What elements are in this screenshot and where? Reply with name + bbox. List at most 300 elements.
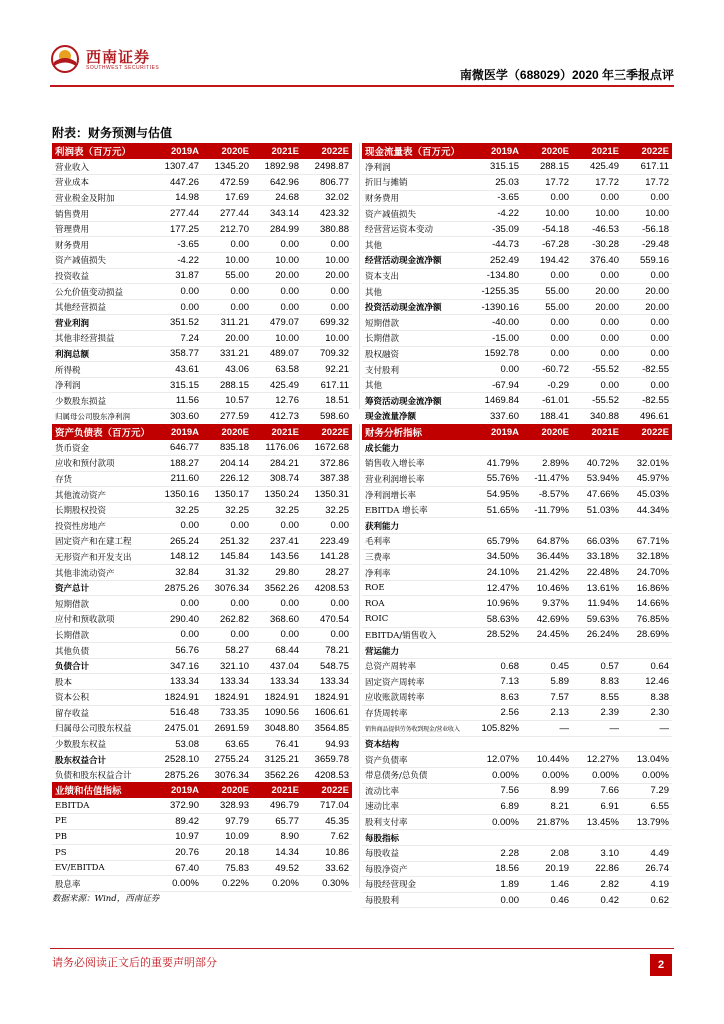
cell-value: 2875.26 xyxy=(152,580,202,596)
table-row xyxy=(52,845,352,861)
cell-value: -30.28 xyxy=(572,237,622,253)
row-label: 股本 xyxy=(52,674,152,690)
row-label: 归属母公司股东权益 xyxy=(52,721,152,737)
table-header-row xyxy=(52,143,352,159)
table-row xyxy=(362,518,672,534)
row-label: 流动比率 xyxy=(362,783,472,799)
row-label: 营业收入 xyxy=(52,159,152,175)
year-header: 2021E xyxy=(572,143,622,159)
cell-value: 277.44 xyxy=(152,206,202,222)
cell-value: 0.00 xyxy=(152,627,202,643)
table-row xyxy=(52,456,352,472)
row-label: PE xyxy=(52,814,152,830)
row-label: 投资收益 xyxy=(52,268,152,284)
cell-value: 642.96 xyxy=(252,175,302,191)
cell-value: -1255.35 xyxy=(472,284,522,300)
table-row xyxy=(52,377,352,393)
cell-value: 92.21 xyxy=(302,362,352,378)
cell-value: 252.49 xyxy=(472,253,522,269)
cell-value: 177.25 xyxy=(152,221,202,237)
cell-value: 20.76 xyxy=(152,845,202,861)
row-label: 股东权益合计 xyxy=(52,752,152,768)
table-row xyxy=(52,518,352,534)
row-label: PB xyxy=(52,829,152,845)
year-header: 2021E xyxy=(572,424,622,440)
table-row xyxy=(52,752,352,768)
row-label: 每股净资产 xyxy=(362,861,472,877)
cell-value: 55.00 xyxy=(522,284,572,300)
table-row xyxy=(362,487,672,503)
row-label: EBITDA 增长率 xyxy=(362,502,472,518)
cell-value: 7.29 xyxy=(622,783,672,799)
cell-value: -4.22 xyxy=(152,253,202,269)
cell-value: 290.40 xyxy=(152,612,202,628)
row-label: 其他 xyxy=(362,377,472,393)
cell-value: 0.00 xyxy=(252,284,302,300)
row-label: 投资活动现金流净额 xyxy=(362,299,472,315)
cell-value: 59.63% xyxy=(572,612,622,628)
cell-value xyxy=(522,736,572,752)
cell-value: 55.00 xyxy=(522,299,572,315)
table-row xyxy=(362,596,672,612)
cell-value: 4.19 xyxy=(622,877,672,893)
cell-value: 0.00 xyxy=(252,299,302,315)
year-header: 2021E xyxy=(252,143,302,159)
cell-value: 598.60 xyxy=(302,409,352,425)
cell-value: 806.77 xyxy=(302,175,352,191)
table-row xyxy=(362,767,672,783)
cell-value: 17.72 xyxy=(522,175,572,191)
cell-value: 0.00 xyxy=(152,518,202,534)
table-row xyxy=(362,565,672,581)
cell-value: 2.08 xyxy=(522,845,572,861)
cell-value: 308.74 xyxy=(252,471,302,487)
cell-value: -44.73 xyxy=(472,237,522,253)
cell-value: 212.70 xyxy=(202,221,252,237)
cell-value: 28.52% xyxy=(472,627,522,643)
row-label: 负债和股东权益合计 xyxy=(52,767,152,783)
cell-value: 32.01% xyxy=(622,456,672,472)
table-row xyxy=(52,315,352,331)
cell-value: 0.00 xyxy=(202,299,252,315)
cell-value: 10.46% xyxy=(522,580,572,596)
cell-value: -1390.16 xyxy=(472,299,522,315)
row-label: 少数股东损益 xyxy=(52,393,152,409)
cell-value: -3.65 xyxy=(152,237,202,253)
cell-value: 12.27% xyxy=(572,752,622,768)
cell-value: 3125.21 xyxy=(252,752,302,768)
table-row xyxy=(52,658,352,674)
cell-value: 315.15 xyxy=(152,377,202,393)
cell-value: 26.74 xyxy=(622,861,672,877)
table-row xyxy=(52,549,352,565)
balance-sheet-table xyxy=(52,424,352,784)
column-divider xyxy=(359,424,360,888)
table-row xyxy=(52,876,352,892)
financial-ratios-table xyxy=(362,424,672,908)
table-row xyxy=(52,643,352,659)
cell-value: 204.14 xyxy=(202,456,252,472)
year-header: 2021E xyxy=(252,424,302,440)
cell-value: 54.95% xyxy=(472,487,522,503)
cell-value: 2.28 xyxy=(472,845,522,861)
cell-value: 489.07 xyxy=(252,346,302,362)
cell-value xyxy=(472,518,522,534)
cell-value: 328.93 xyxy=(202,798,252,814)
cell-value: 133.34 xyxy=(252,674,302,690)
page-number: 2 xyxy=(650,954,672,976)
cell-value: 1469.84 xyxy=(472,393,522,409)
table-row xyxy=(362,580,672,596)
cell-value: 0.57 xyxy=(572,658,622,674)
cell-value: -54.18 xyxy=(522,221,572,237)
cell-value: 2691.59 xyxy=(202,721,252,737)
cell-value: 0.45 xyxy=(522,658,572,674)
cell-value: 29.80 xyxy=(252,565,302,581)
table-row xyxy=(52,362,352,378)
cell-value: 315.15 xyxy=(472,159,522,175)
cell-value: 53.08 xyxy=(152,736,202,752)
row-label: 存货周转率 xyxy=(362,705,472,721)
cell-value: 4208.53 xyxy=(302,767,352,783)
cell-value: 16.86% xyxy=(622,580,672,596)
cell-value: 0.30% xyxy=(302,876,352,892)
cell-value: 10.00 xyxy=(622,206,672,222)
cell-value: 0.64 xyxy=(622,658,672,674)
cell-value: 32.84 xyxy=(152,565,202,581)
cell-value: 94.93 xyxy=(302,736,352,752)
table-row xyxy=(362,393,672,409)
row-label: 营业税金及附加 xyxy=(52,190,152,206)
cell-value: 0.00 xyxy=(302,518,352,534)
cell-value: 0.00 xyxy=(202,596,252,612)
cell-value: 24.68 xyxy=(252,190,302,206)
table-row xyxy=(362,362,672,378)
cell-value: 18.51 xyxy=(302,393,352,409)
cell-value: -8.57% xyxy=(522,487,572,503)
row-label: 净利率 xyxy=(362,565,472,581)
table-row xyxy=(52,175,352,191)
table-row xyxy=(52,674,352,690)
cell-value: 32.25 xyxy=(152,502,202,518)
table-row xyxy=(362,799,672,815)
cell-value: -46.53 xyxy=(572,221,622,237)
cell-value: 40.72% xyxy=(572,456,622,472)
table-row xyxy=(52,253,352,269)
cell-value: 0.00 xyxy=(252,518,302,534)
year-header: 2020E xyxy=(202,782,252,798)
cell-value: 0.00 xyxy=(522,346,572,362)
table-row xyxy=(52,721,352,737)
company-logo xyxy=(50,44,190,76)
header-divider xyxy=(50,85,674,87)
row-label: 净利润 xyxy=(362,159,472,175)
logo-chinese-name: 西南证券 xyxy=(86,48,151,66)
cell-value: 41.79% xyxy=(472,456,522,472)
row-label: 销售商品提供劳务收到现金/营业收入 xyxy=(362,721,472,737)
cell-value: 0.20% xyxy=(252,876,302,892)
cell-value: 45.35 xyxy=(302,814,352,830)
year-header: 2020E xyxy=(522,424,572,440)
cell-value: 0.00 xyxy=(302,284,352,300)
cell-value xyxy=(472,736,522,752)
row-label: 公允价值变动损益 xyxy=(52,284,152,300)
cell-value xyxy=(572,736,622,752)
row-label: ROE xyxy=(362,580,472,596)
cell-value: 65.79% xyxy=(472,534,522,550)
table-row xyxy=(362,175,672,191)
cell-value: -55.52 xyxy=(572,393,622,409)
cell-value: 0.00 xyxy=(152,299,202,315)
cell-value: 24.45% xyxy=(522,627,572,643)
cell-value: 0.00 xyxy=(572,315,622,331)
cell-value: 32.25 xyxy=(302,502,352,518)
row-label: EV/EBITDA xyxy=(52,860,152,876)
cell-value: 516.48 xyxy=(152,705,202,721)
cell-value: -40.00 xyxy=(472,315,522,331)
cell-value: 0.00 xyxy=(152,284,202,300)
table-row xyxy=(52,284,352,300)
cell-value: — xyxy=(572,721,622,737)
cell-value: 28.69% xyxy=(622,627,672,643)
table-row xyxy=(362,221,672,237)
cell-value: 12.07% xyxy=(472,752,522,768)
cell-value: 1824.91 xyxy=(302,690,352,706)
cell-value: 8.99 xyxy=(522,783,572,799)
cell-value: 10.00 xyxy=(252,331,302,347)
table-row xyxy=(362,456,672,472)
cell-value: 14.66% xyxy=(622,596,672,612)
cell-value: 78.21 xyxy=(302,643,352,659)
cell-value: 548.75 xyxy=(302,658,352,674)
cell-value: 3076.34 xyxy=(202,580,252,596)
cell-value: 251.32 xyxy=(202,534,252,550)
cell-value: 1307.47 xyxy=(152,159,202,175)
cell-value: 0.00 xyxy=(622,346,672,362)
cell-value: -3.65 xyxy=(472,190,522,206)
cell-value: 105.82% xyxy=(472,721,522,737)
table-row xyxy=(52,705,352,721)
logo-mark-icon xyxy=(50,44,80,74)
cell-value: 148.12 xyxy=(152,549,202,565)
cell-value: 17.69 xyxy=(202,190,252,206)
cell-value: 10.00 xyxy=(522,206,572,222)
cell-value: 44.34% xyxy=(622,502,672,518)
cell-value: 14.98 xyxy=(152,190,202,206)
row-label: 负债合计 xyxy=(52,658,152,674)
cell-value: 7.62 xyxy=(302,829,352,845)
cell-value: 10.00 xyxy=(302,253,352,269)
cell-value: 0.00 xyxy=(252,627,302,643)
table-row xyxy=(52,829,352,845)
row-label: 留存收益 xyxy=(52,705,152,721)
row-label: 短期借款 xyxy=(52,596,152,612)
table-row xyxy=(52,331,352,347)
cell-value: 368.60 xyxy=(252,612,302,628)
cell-value: 2498.87 xyxy=(302,159,352,175)
table-title: 业绩和估值指标 xyxy=(52,782,152,798)
cell-value: 2475.01 xyxy=(152,721,202,737)
cell-value: -0.29 xyxy=(522,377,572,393)
table-row xyxy=(52,580,352,596)
cell-value: 303.60 xyxy=(152,409,202,425)
row-label: 其他 xyxy=(362,284,472,300)
row-label: 速动比率 xyxy=(362,799,472,815)
cell-value: 709.32 xyxy=(302,346,352,362)
year-header: 2022E xyxy=(622,143,672,159)
row-label: 投资性房地产 xyxy=(52,518,152,534)
cell-value: — xyxy=(622,721,672,737)
table-row xyxy=(362,237,672,253)
cell-value: 262.82 xyxy=(202,612,252,628)
table-row xyxy=(52,471,352,487)
table-row xyxy=(362,814,672,830)
year-header: 2019A xyxy=(152,143,202,159)
cell-value: 1345.20 xyxy=(202,159,252,175)
row-label: PS xyxy=(52,845,152,861)
table-title: 资产负债表（百万元） xyxy=(52,424,152,440)
cell-value xyxy=(522,440,572,456)
cell-value: 0.00% xyxy=(472,767,522,783)
cell-value: 387.38 xyxy=(302,471,352,487)
year-header: 2019A xyxy=(152,424,202,440)
cell-value: 617.11 xyxy=(622,159,672,175)
row-label: 所得税 xyxy=(52,362,152,378)
row-label: 支付股利 xyxy=(362,362,472,378)
cell-value: 20.19 xyxy=(522,861,572,877)
table-row xyxy=(52,409,352,425)
cell-value: 496.61 xyxy=(622,409,672,425)
table-title: 财务分析指标 xyxy=(362,424,472,440)
cell-value: 0.00 xyxy=(202,284,252,300)
cell-value: 425.49 xyxy=(252,377,302,393)
year-header: 2019A xyxy=(472,424,522,440)
cell-value: 63.58 xyxy=(252,362,302,378)
cell-value: 1.89 xyxy=(472,877,522,893)
cell-value: 0.46 xyxy=(522,892,572,908)
cell-value: -55.52 xyxy=(572,362,622,378)
table-row xyxy=(52,814,352,830)
cell-value: 337.60 xyxy=(472,409,522,425)
cell-value: 26.24% xyxy=(572,627,622,643)
row-label: 管理费用 xyxy=(52,221,152,237)
cell-value: 699.32 xyxy=(302,315,352,331)
row-label: 资产减值损失 xyxy=(362,206,472,222)
row-label: 其他非经营损益 xyxy=(52,331,152,347)
logo-english-name: SOUTHWEST SECURITIES xyxy=(86,65,160,71)
cell-value: 437.04 xyxy=(252,658,302,674)
row-label: ROIC xyxy=(362,612,472,628)
row-label: 应收和预付款项 xyxy=(52,456,152,472)
cell-value: 447.26 xyxy=(152,175,202,191)
cell-value: 0.00 xyxy=(302,299,352,315)
table-row xyxy=(52,860,352,876)
cell-value: 55.00 xyxy=(202,268,252,284)
cell-value: -56.18 xyxy=(622,221,672,237)
cell-value: 43.61 xyxy=(152,362,202,378)
cell-value: 8.83 xyxy=(572,674,622,690)
cell-value: 133.34 xyxy=(202,674,252,690)
cell-value xyxy=(572,440,622,456)
cell-value: 31.32 xyxy=(202,565,252,581)
cell-value: 277.44 xyxy=(202,206,252,222)
table-row xyxy=(362,658,672,674)
cell-value: 0.00% xyxy=(622,767,672,783)
table-row xyxy=(362,845,672,861)
cell-value: 0.00 xyxy=(202,237,252,253)
cell-value: 0.00 xyxy=(622,315,672,331)
cell-value: 133.34 xyxy=(152,674,202,690)
cell-value: 10.00 xyxy=(572,206,622,222)
cell-value: 36.44% xyxy=(522,549,572,565)
cell-value: 12.76 xyxy=(252,393,302,409)
cell-value: 22.48% xyxy=(572,565,622,581)
cell-value xyxy=(522,643,572,659)
cell-value: 0.42 xyxy=(572,892,622,908)
row-label: 每股指标 xyxy=(362,830,472,846)
cell-value: 321.10 xyxy=(202,658,252,674)
cell-value: -60.72 xyxy=(522,362,572,378)
cell-value: 0.00 xyxy=(622,331,672,347)
cell-value: 188.41 xyxy=(522,409,572,425)
row-label: 资产负债率 xyxy=(362,752,472,768)
cell-value: 43.06 xyxy=(202,362,252,378)
row-label: 资本公积 xyxy=(52,690,152,706)
table-row xyxy=(362,159,672,175)
cell-value: 188.27 xyxy=(152,456,202,472)
cell-value: 0.00 xyxy=(472,892,522,908)
cell-value: 20.00 xyxy=(202,331,252,347)
row-label: 其他负债 xyxy=(52,643,152,659)
cell-value: 2.56 xyxy=(472,705,522,721)
cell-value xyxy=(622,518,672,534)
cell-value: 0.00 xyxy=(302,596,352,612)
cell-value: 1090.56 xyxy=(252,705,302,721)
cell-value: 3659.78 xyxy=(302,752,352,768)
cell-value: 8.21 xyxy=(522,799,572,815)
cell-value: -61.01 xyxy=(522,393,572,409)
report-title: 南微医学（688029）2020 年三季报点评 xyxy=(459,68,674,82)
table-row xyxy=(52,596,352,612)
cell-value: 0.00 xyxy=(622,268,672,284)
cell-value: 13.45% xyxy=(572,814,622,830)
table-title: 利润表（百万元） xyxy=(52,143,152,159)
year-header: 2022E xyxy=(302,143,352,159)
row-label: 销售收入增长率 xyxy=(362,456,472,472)
row-label: 应付和预收款项 xyxy=(52,612,152,628)
row-label: 其他非流动资产 xyxy=(52,565,152,581)
row-label: 现金流量净额 xyxy=(362,409,472,425)
cell-value xyxy=(472,440,522,456)
row-label: 每股股利 xyxy=(362,892,472,908)
table-row xyxy=(362,830,672,846)
row-label: 销售费用 xyxy=(52,206,152,222)
table-row xyxy=(362,612,672,628)
cell-value: 24.70% xyxy=(622,565,672,581)
data-source-note: 数据来源：Wind，西南证券 xyxy=(52,894,160,904)
row-label: 成长能力 xyxy=(362,440,472,456)
cell-value: 835.18 xyxy=(202,440,252,456)
cell-value: 14.34 xyxy=(252,845,302,861)
cell-value: 223.49 xyxy=(302,534,352,550)
cell-value: 13.04% xyxy=(622,752,672,768)
table-row xyxy=(362,502,672,518)
cell-value: 1606.61 xyxy=(302,705,352,721)
cell-value: 11.94% xyxy=(572,596,622,612)
cell-value: 0.00 xyxy=(252,596,302,612)
table-row xyxy=(362,331,672,347)
income-statement-table xyxy=(52,143,352,425)
